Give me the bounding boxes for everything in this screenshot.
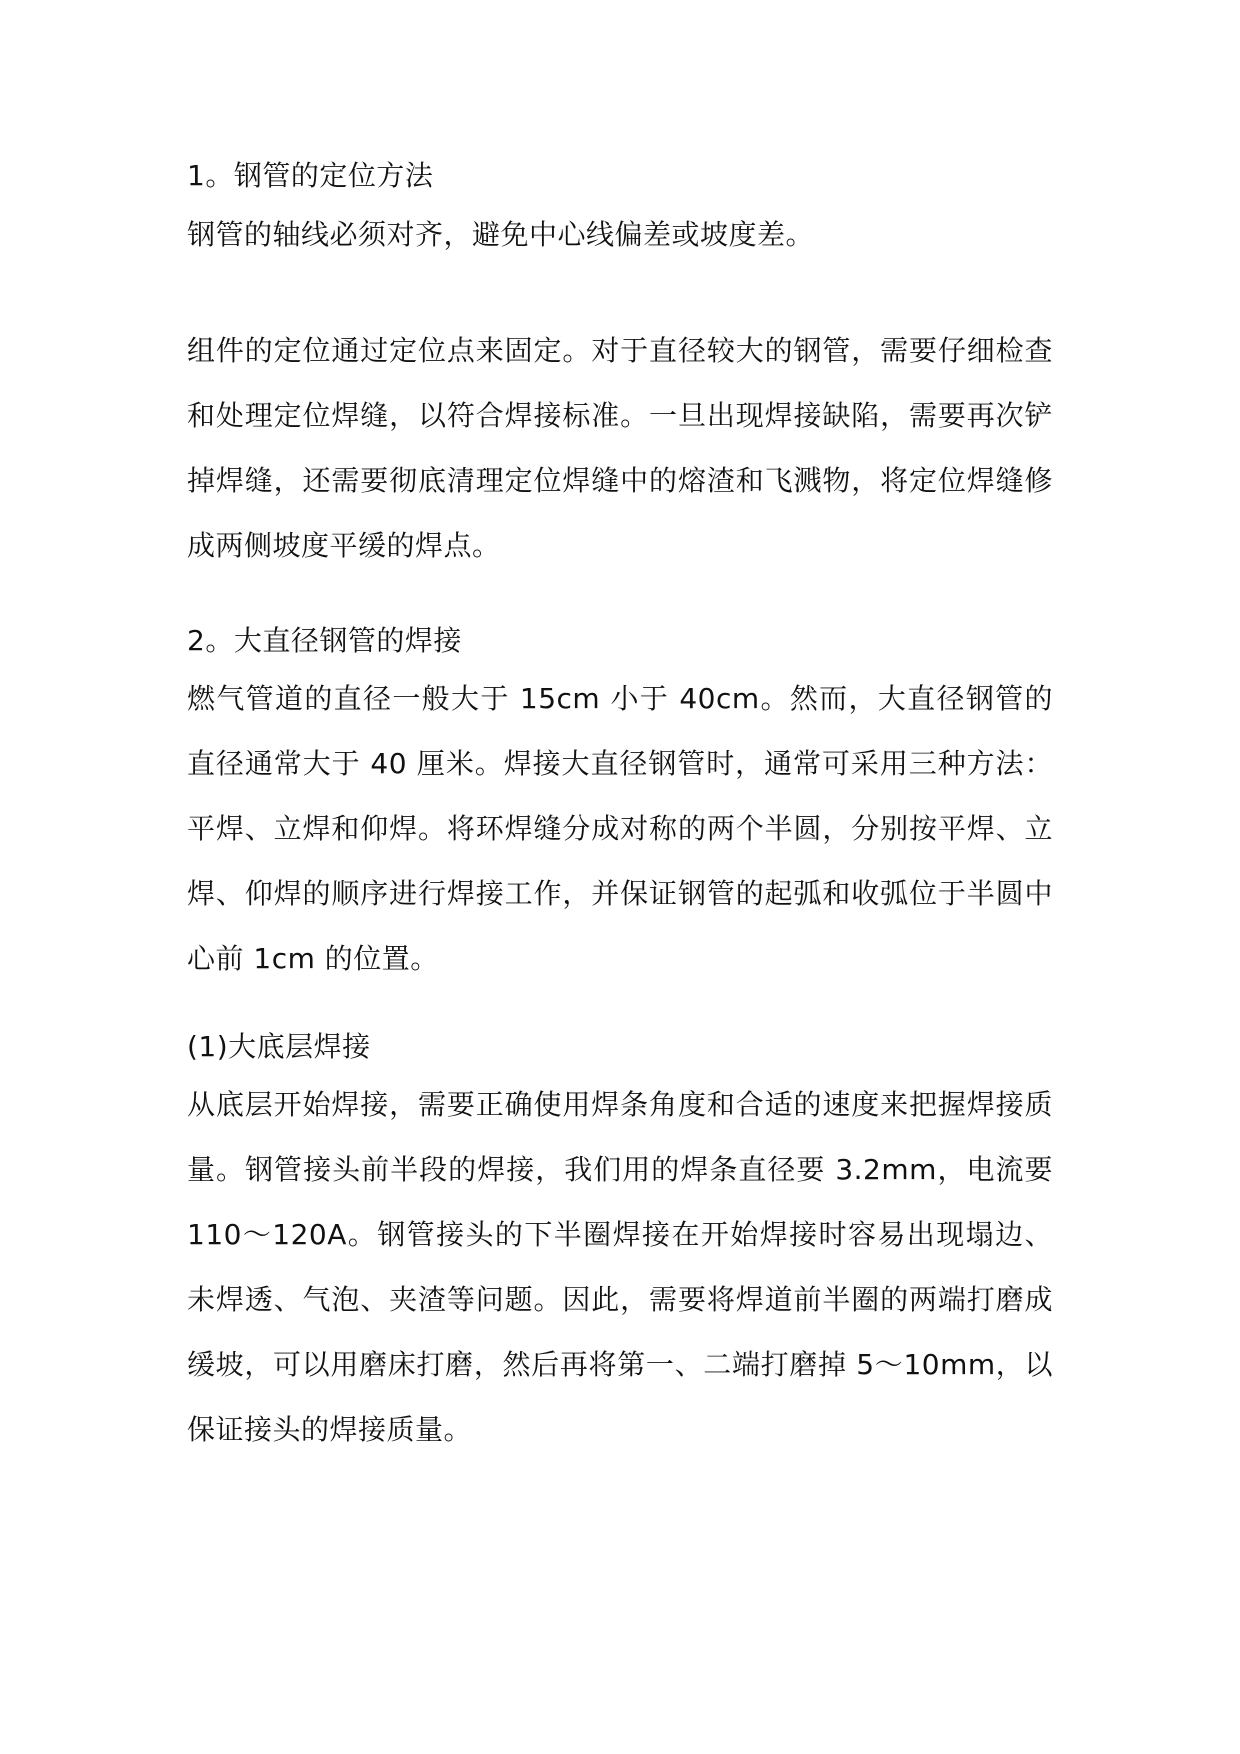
section-3-heading-block: [187, 1014, 1053, 1079]
section-2-heading-block: [187, 608, 1053, 673]
section-1-paragraph-2-block: [187, 318, 1053, 578]
section-2-paragraph-1: 燃气管道的直径一般大于 15cm 小于 40cm。然而，大直径钢管的直径通常大于 40 厘米。焊接大直径钢管时，通常可采用三种方法：平焊、立焊和仰焊。将环焊缝分成对称的两个半圆，分别按平焊、立焊、仰焊的顺序进行焊接工作，并保证钢管的起弧和收弧位于半圆中心前 1cm 的位置。: [187, 682, 1053, 975]
section-1-paragraph-2: 组件的定位通过定位点来固定。对于直径较大的钢管，需要仔细检查和处理定位焊缝，以符合焊接标准。一旦出现焊接缺陷，需要再次铲掉焊缝，还需要彻底清理定位焊缝中的熔渣和飞溅物，将定位焊缝修成两侧坡度平缓的焊点。: [187, 334, 1053, 562]
section-1-paragraph-1-block: [187, 202, 1053, 267]
section-3-paragraph-1: 从底层开始焊接，需要正确使用焊条角度和合适的速度来把握焊接质量。钢管接头前半段的焊接，我们用的焊条直径要 3.2mm，电流要 110～120A。钢管接头的下半圈焊接在开始焊接时容易出现塌边、未焊透、气泡、夹渣等问题。因此，需要将焊道前半圈的两端打磨成缓坡，可以用磨床打磨，然后再将第一、二端打磨掉 5～10mm，以保证接头的焊接质量。: [187, 1088, 1053, 1446]
section-3-paragraph-1-block: [187, 1072, 1053, 1462]
section-1-paragraph-1: 钢管的轴线必须对齐，避免中心线偏差或坡度差。: [187, 218, 815, 251]
section-1-heading: 1。钢管的定位方法: [187, 159, 434, 192]
section-3-heading: (1)大底层焊接: [187, 1030, 371, 1063]
section-1-heading-block: [187, 143, 1053, 208]
section-2-heading: 2。大直径钢管的焊接: [187, 624, 462, 657]
section-2-paragraph-1-block: [187, 666, 1053, 991]
